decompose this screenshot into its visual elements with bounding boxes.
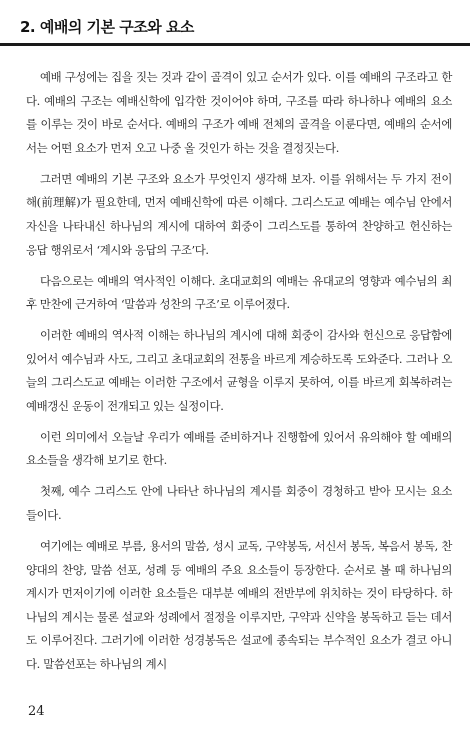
paragraph-historical: 다음으로는 예배의 역사적인 이해다. 초대교회의 예배는 유대교의 영향과 예수님의 최후 만찬에 근거하여 ‘말씀과 성찬의 구조’로 이루어졌다.	[26, 273, 452, 312]
body-text	[26, 66, 452, 684]
paragraph-elements-intro: 이런 의미에서 오늘날 우리가 예배를 준비하거나 진행함에 있어서 유의해야 할 예배의 요소들을 생각해 보기로 한다.	[26, 429, 452, 468]
paragraph-pre-understanding: 그러면 예배의 기본 구조와 요소가 무엇인지 생각해 보자. 이를 위해서는 두 가지 전이해(前理解)가 필요한데, 먼저 예배신학에 따른 이해다. 그리스도교 예배는 예수님 안에서 자신을 나타내신 하나님의 계시에 대하여 회중이 그리스도를 통하여 찬양하고 헌신하는 응답 행위로서 ‘계시와 응답의 구조’다.	[26, 171, 452, 257]
heading-rule	[0, 43, 470, 46]
section-heading: 2. 예배의 기본 구조와 요소	[20, 18, 194, 36]
page-number: 24	[28, 704, 45, 719]
paragraph-structure: 예배 구성에는 집을 짓는 것과 같이 골격이 있고 순서가 있다. 이를 예배의 구조라고 한다. 예배의 구조는 예배신학에 입각한 것이어야 하며, 구조를 따라 하나하나 예배의 요소를 이루는 것이 바로 순서다. 예배의 구조가 예배 전체의 골격을 이룬다면, 예배의 순서에서는 어떤 요소가 먼저 오고 나중 올 것인가 하는 것을 결정짓는다.	[26, 70, 452, 155]
paragraph-tradition: 이러한 예배의 역사적 이해는 하나님의 계시에 대해 회중이 감사와 헌신으로 응답함에 있어서 예수님과 사도, 그리고 초대교회의 전통을 바르게 계승하도록 도와준다. 그러나 오늘의 그리스도교 예배는 이러한 구조에서 균형을 이루지 못하여, 이를 바르게 회복하려는 예배갱신 운동이 전개되고 있는 실정이다.	[26, 328, 452, 413]
paragraph-first: 첫째, 예수 그리스도 안에 나타난 하나님의 계시를 회중이 경청하고 받아 모시는 요소들이다.	[26, 484, 452, 523]
paragraph-elements-list: 여기에는 예배로 부름, 용서의 말씀, 성시 교독, 구약봉독, 서신서 봉독, 복음서 봉독, 찬양대의 찬양, 말씀 선포, 성례 등 예배의 주요 요소들이 등장한다. 순서로 볼 때 하나님의 계시가 먼저이기에 이러한 요소들은 대부분 예배의 전반부에 위치하는 것이 타당하다. 하나님의 계시는 물론 설교와 성례에서 절정을 이루지만, 구약과 신약을 봉독하고 듣는 데서도 이루어진다. 그러기에 이러한 성경봉독은 설교에 종속되는 부수적인 요소가 결코 아니다. 말씀선포는 하나님의 계시	[26, 539, 452, 671]
